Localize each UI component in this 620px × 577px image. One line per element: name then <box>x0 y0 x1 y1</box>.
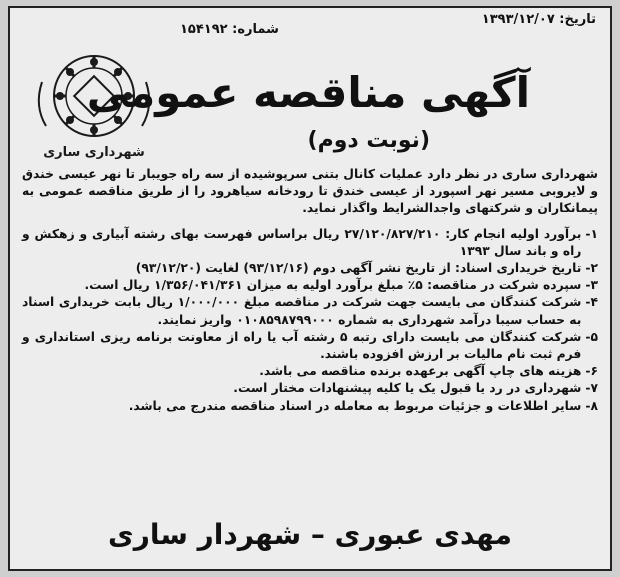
item-lead: سپرده شرکت در مناقصه: <box>427 278 582 293</box>
notice-title: آگهی مناقصه عمومی <box>86 68 530 117</box>
tender-notice <box>8 6 612 571</box>
item-body: شرکت کنندگان می بایست جهت شرکت در مناقصه مبلغ ۱/۰۰۰/۰۰۰ ریال بابت خریداری اسناد به حساب سیبا درآمد شهرداری به شماره ۰۱۰۸۵۹۸۷۹۹۰۰۰ واریز نمایند. <box>22 295 582 327</box>
item-text <box>22 226 581 260</box>
item-number: ۸- <box>585 398 598 413</box>
date-label: تاریخ: <box>559 12 596 27</box>
number-label: شماره: <box>232 22 279 37</box>
logo-caption: شهرداری ساری <box>43 145 145 160</box>
item-number: ۳- <box>585 278 598 293</box>
intro-paragraph: شهرداری ساری در نظر دارد عملیات کانال بتنی سرپوشیده از سه راه جویبار تا نهر عیسی خندق و لایروبی مسیر نهر اسپورد از عیسی خندق تا رودخانه سیاهرود را از طریق مناقصه عمومی به پیمانکاران و شرکتهای واجدالشرایط واگذار نماید. <box>22 167 598 216</box>
item-body: ۲۷/۱۲۰/۸۲۷/۲۱۰ ریال براساس فهرست بهای رشته آبیاری و زهکش و راه و باند سال ۱۳۹۳ <box>22 226 582 258</box>
item-body: هزینه های چاپ آگهی برعهده برنده مناقصه می باشد. <box>259 364 582 379</box>
item-number: ۵- <box>585 329 598 344</box>
item-number: ۴- <box>585 295 598 310</box>
date-value: ۱۳۹۳/۱۲/۰۷ <box>481 12 555 27</box>
list-item <box>22 260 598 277</box>
item-number: ۶- <box>585 364 598 379</box>
date-field <box>482 12 596 27</box>
item-body: از تاریخ نشر آگهی دوم (۹۳/۱۲/۱۶) لغایت (۹۳/۱۲/۲۰) <box>135 261 456 276</box>
item-body: ۵٪ مبلغ برآورد اولیه به میزان ۱/۳۵۶/۰۴۱/۳۶۱ ریال است. <box>84 278 428 293</box>
list-item <box>22 294 598 328</box>
item-body: شرکت کنندگان می بایست دارای رتبه ۵ رشته آب یا راه از معاونت برنامه ریزی استانداری و فرم ثبت نام مالیات بر ارزش افزوده باشند. <box>22 329 582 362</box>
notice-subtitle: (نوبت دوم) <box>307 128 430 153</box>
item-text <box>22 260 581 277</box>
list-item <box>22 398 598 415</box>
list-item <box>22 277 598 294</box>
item-number: ۲- <box>585 261 598 276</box>
item-lead: تاریخ خریداری اسناد: <box>455 261 582 276</box>
item-number: ۱- <box>585 226 598 241</box>
item-text <box>22 277 581 294</box>
item-body: سایر اطلاعات و جزئیات مربوط به معامله در اسناد مناقصه مندرج می باشد. <box>128 398 582 413</box>
item-number: ۷- <box>585 381 598 396</box>
item-body: شهرداری در رد یا قبول یک یا کلیه پیشنهادات مختار است. <box>233 381 582 396</box>
number-field <box>180 22 279 37</box>
notice-body <box>22 166 598 415</box>
number-value: ۱۵۴۱۹۲ <box>180 22 228 37</box>
list-item <box>22 380 598 397</box>
list-item <box>22 329 598 363</box>
list-item <box>22 226 598 260</box>
conditions-list <box>22 226 598 415</box>
item-lead: برآورد اولیه انجام کار: <box>445 226 582 241</box>
signature-line: مهدی عبوری – شهردار ساری <box>108 518 512 551</box>
list-item <box>22 363 598 380</box>
